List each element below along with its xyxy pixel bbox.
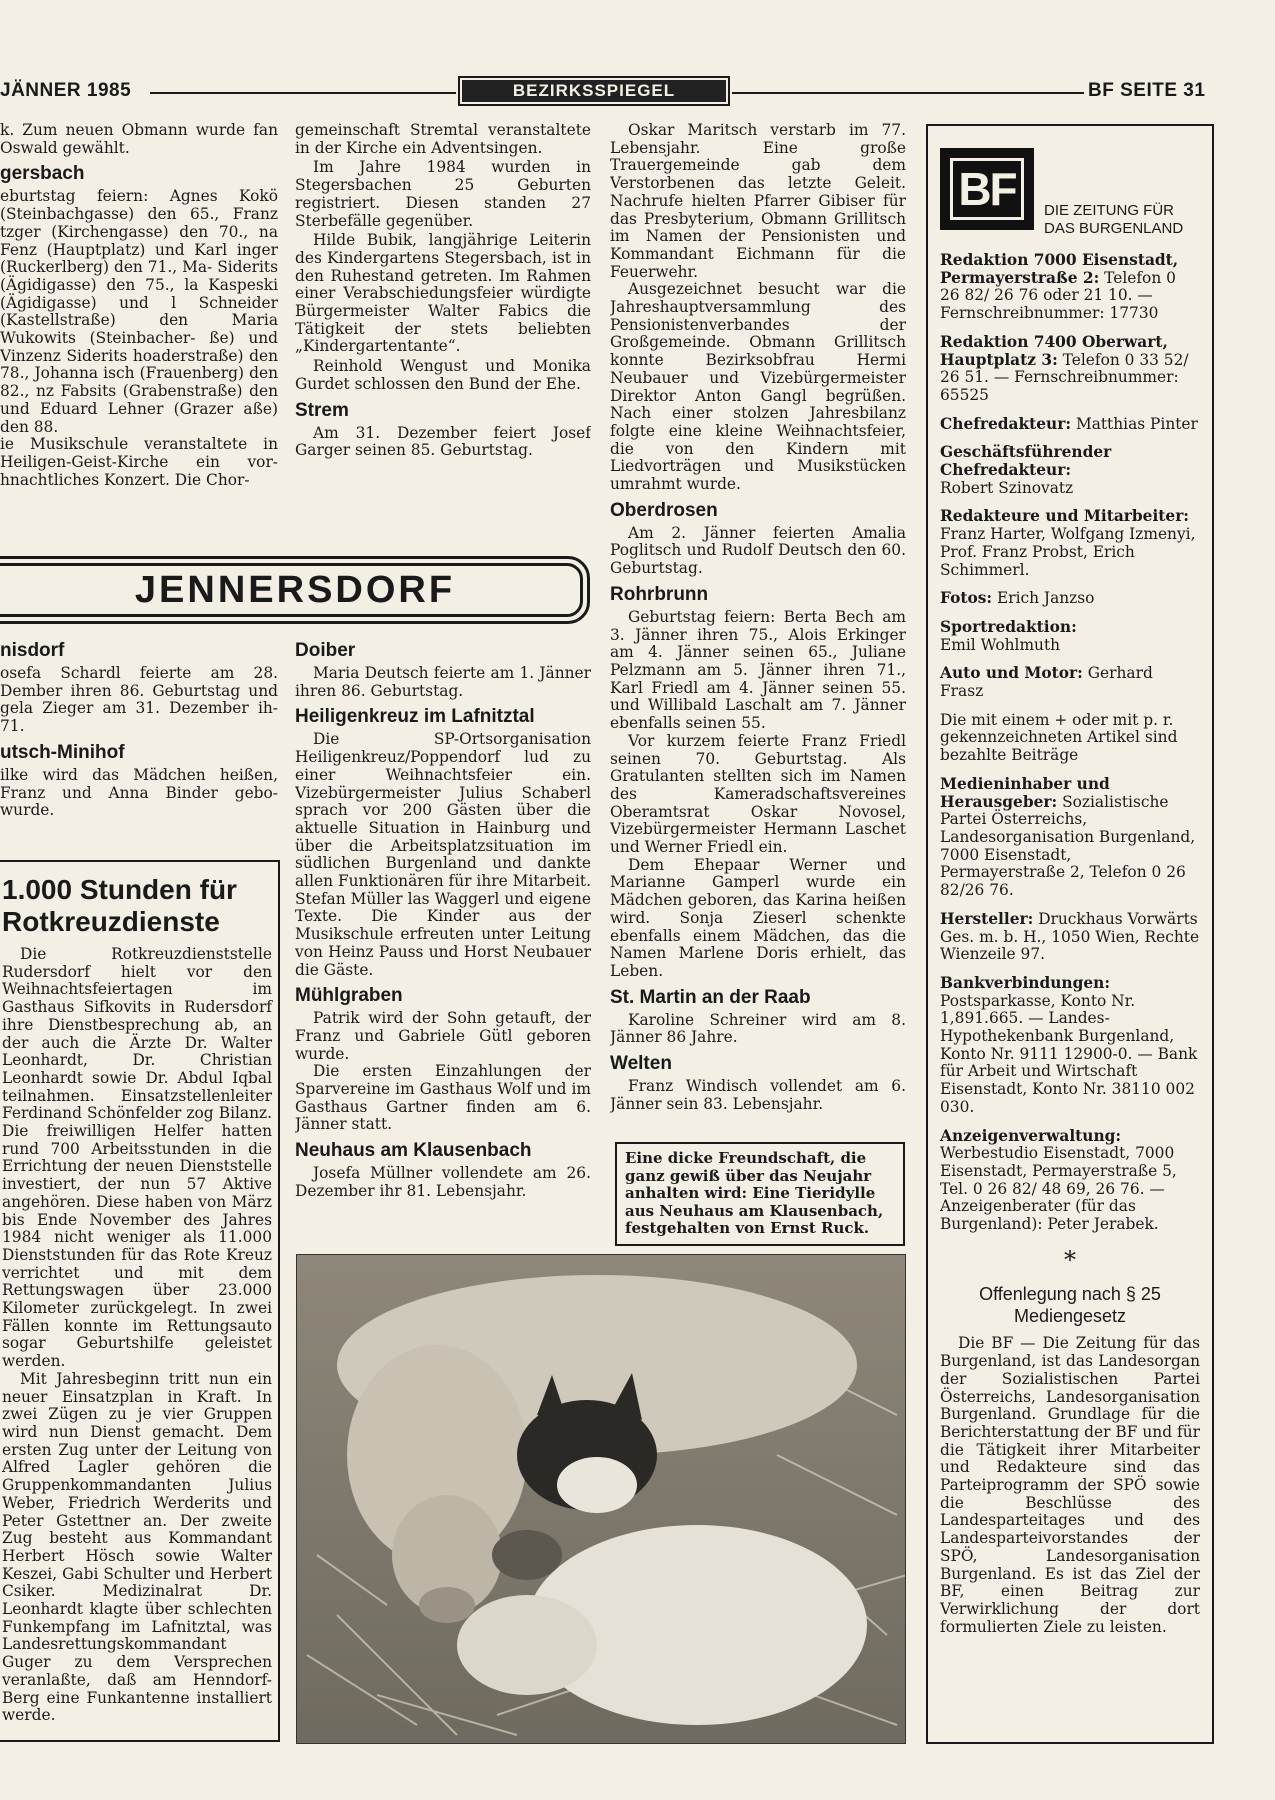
- article-heading: nisdorf: [0, 640, 65, 661]
- article-text: Die ersten Einzahlungen der Sparvereine im Gasthaus Wolf und im Gasthaus Gartner finden am 6. Jänner statt.: [295, 1062, 591, 1134]
- impressum-chefredakteur: [940, 416, 1200, 434]
- label: Fotos:: [940, 589, 993, 608]
- bf-logo: [940, 148, 1034, 230]
- bf-tagline: [1044, 202, 1183, 238]
- bf-tagline-line1: DIE ZEITUNG FÜR: [1044, 202, 1174, 219]
- rotkreuz-article-box: [0, 860, 280, 1742]
- header-date: JÄNNER 1985: [0, 80, 132, 101]
- rotkreuz-title: 1.000 Stunden für Rotkreuzdienste: [2, 874, 237, 937]
- impressum-redaktion-eisenstadt: [940, 252, 1200, 323]
- article-heading: utsch-Minihof: [0, 741, 125, 763]
- label: Geschäftsführender Chefredakteur:: [940, 443, 1112, 480]
- article-text: Die Rotkreuzdienststelle Rudersdorf hielt vor den Weihnachtsfeiertagen im Gasthaus Sifkovits in Rudersdorf ihre Dienstbesprechung ab, an der auch die Ärzte Dr. Walter Leonhardt, Dr. Christian Leonhardt sowie Dr. Abdul Iqbal teilnahmen. Einsatzstellenleiter Ferdinand Schönfelder zog Bilanz. Die freiwilligen Helfer hatten rund 700 Arbeitsstunden in die Errichtung der neuen Dienststelle investiert, der nun 57 Aktive angehören. Diese haben von März bis Ende November des Jahres 1984 nicht weniger als 11.000 Dienststunden für das Rote Kreuz verrichtet und mit dem Rettungswagen über 23.000 Kilometer zurückgelegt. In zwei Fällen konnte im Rettungsauto sogar Geburtshilfe geleistet werden.: [2, 945, 272, 1371]
- impressum-auto: [940, 665, 1200, 700]
- header-rule-left: [150, 92, 456, 94]
- impressum-anzeigen: [940, 1128, 1200, 1234]
- region-banner-title: JENNERSDORF: [0, 563, 583, 617]
- photo-illustration: [297, 1255, 906, 1744]
- impressum-mitarbeiter: [940, 508, 1200, 579]
- article-text: Patrik wird der Sohn getauft, der Franz und Gabriele Gütl geboren wurde.: [295, 1009, 591, 1063]
- label: Redaktion 7400 Oberwart, Hauptplatz 3:: [940, 332, 1168, 369]
- label: Anzeigenverwaltung:: [940, 1126, 1122, 1145]
- page-number: BF SEITE 31: [1088, 80, 1206, 101]
- impressum-medieninhaber: [940, 776, 1200, 900]
- impressum-redaktion-oberwart: [940, 334, 1200, 405]
- article-heading: Strem: [295, 399, 349, 421]
- value: Telefon 0 26 82/ 26 76 oder 21 10. — Fernschreibnummer: 17730: [940, 268, 1176, 323]
- col2-top: [295, 122, 591, 532]
- article-heading: Neuhaus am Klausenbach: [295, 1140, 532, 1162]
- col1-top: [0, 122, 278, 552]
- article-heading: Mühlgraben: [295, 985, 403, 1007]
- article-text: ie Musikschule veranstaltete in Heiligen-Geist-Kirche ein vor- hnachtliches Konzert. Die Chor-: [0, 435, 278, 489]
- article-text: osefa Schardl feierte am 28. Dember ihren 86. Geburtstag und gela Zieger am 31. Dezember ih- 71.: [0, 664, 278, 736]
- value: Druckhaus Vorwärts Ges. m. b. H., 1050 Wien, Rechte Wienzeile 97.: [940, 909, 1200, 964]
- impressum-box: [926, 124, 1214, 1744]
- article-text: eburtstag feiern: Agnes Kokö (Steinbachgasse) den 65., Franz tzger (Kirchengasse) den 70., na Fenz (Hauptplatz) und Karl inger (Ruckerlberg) den 71., Ma- Siderits (Ägidigasse) den 75., la Kaspeski (Ägidigasse) und l Schneider (Kastellstraße) den Maria Wukowits (Steinbacher- ße) und Vinzenz Siderits hoaderstraße) den 78., Johanna isch (Frauenberg) den 82., nz Fabsits (Grabenstraße) den und Eduard Lehner (Grazer aße) den 88.: [0, 187, 278, 436]
- bf-tagline-line2: DAS BURGENLAND: [1044, 220, 1184, 237]
- article-heading: Rohrbrunn: [610, 583, 709, 605]
- col2-bottom: [295, 640, 591, 1236]
- value: Telefon 0 33 52/ 26 51. — Fernschreibnummer: 65525: [940, 350, 1189, 404]
- impressum-sport: [940, 619, 1200, 654]
- value: Erich Janzso: [996, 589, 1095, 608]
- article-text: Dem Ehepaar Werner und Marianne Gamperl wurde ein Mädchen geboren, das Karina heißen wird. Sonja Zieserl schenkte ebenfalls einem Mädchen, das die Namen Marlene Doris erhielt, das Leben.: [610, 855, 906, 980]
- value: Robert Szinovatz: [940, 478, 1074, 497]
- photo-caption: Eine dicke Freundschaft, die ganz gewiß über das Neujahr anhalten wird: Eine Tieridylle aus Neuhaus am Klausenbach, festgehalten von Ernst Ruck.: [615, 1142, 905, 1246]
- article-text: Oskar Maritsch verstarb im 77. Lebensjahr. Eine große Trauergemeinde gab dem Verstorbenen das letzte Geleit. Nachrufe hielten Pfarrer Gibiser für das Presbyterium, Obmann Grillitsch im Namen der Pensionisten und Kommandant Eichmann für die Feuerwehr.: [610, 122, 906, 281]
- value: Postsparkasse, Konto Nr. 1,891.665. — Landes-Hypothekenbank Burgenland, Konto Nr. 9111 12900-0. — Bank für Arbeit und Wirtschaft Eisenstadt, Konto Nr. 38110 002 030.: [940, 991, 1198, 1116]
- article-text: k. Zum neuen Obmann wurde fan Oswald gewählt.: [0, 122, 278, 157]
- label: Medieninhaber und Herausgeber:: [940, 774, 1110, 811]
- offenlegung-title: Offenlegung nach § 25 Mediengesetz: [979, 1284, 1161, 1327]
- label: Hersteller:: [940, 909, 1034, 928]
- value: Franz Harter, Wolfgang Izmenyi, Prof. Franz Probst, Erich Schimmerl.: [940, 525, 1196, 579]
- section-divider: *: [1064, 1245, 1076, 1274]
- region-banner: [0, 556, 590, 624]
- article-heading: Oberdrosen: [610, 499, 718, 521]
- value: Matthias Pinter: [1075, 414, 1198, 433]
- article-text: Reinhold Wengust und Monika Gurdet schlossen den Bund der Ehe.: [295, 357, 591, 393]
- label: Bankverbindungen:: [940, 973, 1111, 992]
- impressum-note: Die mit einem + oder mit p. r. gekennzeichneten Artikel sind bezahlte Beiträge: [940, 710, 1178, 765]
- impressum-bank: [940, 975, 1200, 1117]
- article-text: Josefa Müllner vollendete am 26. Dezember ihr 81. Lebensjahr.: [295, 1164, 591, 1200]
- article-text: Am 31. Dezember feiert Josef Garger seinen 85. Geburtstag.: [295, 423, 591, 460]
- value: Gerhard Frasz: [940, 664, 1153, 701]
- value: Emil Wohlmuth: [940, 635, 1061, 654]
- article-text: Maria Deutsch feierte am 1. Jänner ihren 86. Geburtstag.: [295, 664, 591, 700]
- article-text: Im Jahre 1984 wurden in Stegersbachen 25 Geburten registriert. Diesen standen 27 Sterbefälle gegenüber.: [295, 158, 591, 230]
- article-text: Karoline Schreiner wird am 8. Jänner 86 Jahre.: [610, 1010, 906, 1047]
- col1-bottom: [0, 640, 278, 854]
- article-heading: Doiber: [295, 640, 356, 661]
- section-title: BEZIRKSSPIEGEL: [462, 80, 726, 102]
- article-text: Hilde Bubik, langjährige Leiterin des Kindergartens Stegersbach, ist in den Ruhestand getreten. Im Rahmen einer Verabschiedungsfeier würdigte Bürgermeister Walter Fabics die Tätigkeit der stets beliebten „Kindergartentante“.: [295, 231, 591, 356]
- impressum-fotos: [940, 590, 1200, 608]
- article-text: Vor kurzem feierte Franz Friedl seinen 70. Geburtstag. Als Gratulanten stellten sich im Namen des Kameradschaftsvereines Oberamtsrat Oskar Novosel, Vizebürgermeister Hermann Laschet und Werner Friedl ein.: [610, 731, 906, 857]
- article-text: Am 2. Jänner feierten Amalia Poglitsch und Rudolf Deutsch den 60. Geburtstag.: [610, 523, 906, 578]
- article-text: Geburtstag feiern: Berta Bech am 3. Jänner ihren 75., Alois Erkinger am 4. Jänner seinen 65., Juliane Pelzmann am 5. Jänner ihren 71., Karl Friedl am 4. Jänner seinen 55. und Willibald Laschalt am 7. Jänner ebenfalls seinen 55.: [610, 607, 906, 733]
- photo-pig-and-cat: [296, 1254, 906, 1744]
- value: Sozialistische Partei Österreichs, Landesorganisation Burgenland, 7000 Eisenstadt, Permayerstraße 2, Telefon 0 26 82/26 76.: [940, 792, 1196, 900]
- article-text: Die SP-Ortsorganisation Heiligenkreuz/Poppendorf lud zu einer Weihnachtsfeier ein. Vizebürgermeister Julius Schaberl sprach vor 200 Gästen über die aktuelle Situation in Hainburg und über die Arbeitsplatzsituation im südlichen Burgenland und dankte allen Funktionären für ihre Mitarbeit. Stefan Müller las Waggerl und eigene Texte. Die Kinder aus der Musikschule erfreuten unter Leitung von Heinz Pauss und Horst Neubauer die Gäste.: [295, 730, 591, 979]
- offenlegung-text: Die BF — Die Zeitung für das Burgenland, ist das Landesorgan der Sozialistischen Partei Österreichs, Landesorganisation Burgenland. Grundlage für die Berichterstattung der BF und für die Tätigkeit ihrer Mitarbeiter und Redakteure sind das Parteiprogramm der SPÖ sowie die Beschlüsse des Landesparteitages und des Landesparteivorstandes der SPÖ, Landesorganisation Burgenland. Es ist das Ziel der BF, einen Beitrag zur Verwirklichung der dort formulierten Ziele zu leisten.: [940, 1334, 1200, 1636]
- value: Werbestudio Eisenstadt, 7000 Eisenstadt, Permayerstraße 5, Tel. 0 26 82/ 48 69, 26 76. — Anzeigenberater (für das Burgenland): Peter Jerabek.: [940, 1144, 1177, 1234]
- impressum-hersteller: [940, 911, 1200, 964]
- label: Sportredaktion:: [940, 617, 1077, 636]
- article-heading: Welten: [610, 1053, 672, 1075]
- article-text: Mit Jahresbeginn tritt nun ein neuer Einsatzplan in Kraft. In zwei Zügen zu je vier Gruppen wird nun Dienst gemacht. Dem ersten Zug unter der Leitung von Alfred Lagler gehören die Gruppenkommandanten Julius Weber, Friedrich Werderits und Peter Gstettner an. Der zweite Zug besteht aus Kommandant Herbert Hösch sowie Walter Keszei, Gabi Schulter und Herbert Csiker. Medizinalrat Dr. Leonhardt klagte über schlechten Funkempfang im Lafnitztal, was Landesrettungskommandant Guger zu dem Versprechen veranlaßte, daß am Henndorf-Berg eine Funkantenne installiert werde.: [2, 1369, 272, 1725]
- col3: [610, 122, 906, 1138]
- article-heading: Heiligenkreuz im Lafnitztal: [295, 706, 535, 728]
- section-title-box: [458, 76, 730, 106]
- impressum-geschaeftsfuehrer: [940, 444, 1200, 497]
- article-text: gemeinschaft Stremtal veranstaltete in der Kirche ein Adventsingen.: [295, 122, 591, 157]
- article-heading: gersbach: [0, 163, 85, 185]
- bf-logo-text: BF: [950, 158, 1024, 220]
- article-heading: St. Martin an der Raab: [610, 986, 811, 1008]
- label: Redakteure und Mitarbeiter:: [940, 507, 1189, 526]
- article-text: Ausgezeichnet besucht war die Jahreshauptversammlung des Pensionistenverbandes der Großgemeinde. Obmann Grillitsch konnte Bezirksobfrau Hermi Neubauer und Vizebürgermeister Direktor Anton Gangl begrüßen. Nach einer stolzen Jahresbilanz folgte eine kleine Weihnachtsfeier, die von den Kindern mit Liedvorträgen und Musikstücken umrahmt wurde.: [610, 280, 906, 494]
- article-text: ilke wird das Mädchen heißen, Franz und Anna Binder gebo- wurde.: [0, 765, 278, 820]
- label: Redaktion 7000 Eisenstadt, Permayerstraße 2:: [940, 251, 1179, 287]
- label: Chefredakteur:: [940, 414, 1072, 433]
- label: Auto und Motor:: [940, 664, 1083, 683]
- header-rule-right: [732, 92, 1084, 94]
- article-text: Franz Windisch vollendet am 6. Jänner sein 83. Lebensjahr.: [610, 1077, 906, 1113]
